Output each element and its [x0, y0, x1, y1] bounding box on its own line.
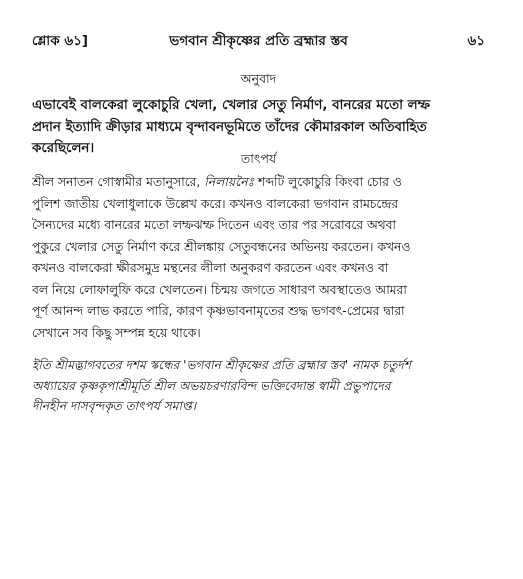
translation-text [32, 95, 492, 160]
purport-line: পুলিশ জাতীয় খেলাধুলাকে উল্লেখ করে। কখনও বালকেরা ভগবান রামচন্দ্রের [32, 196, 399, 211]
purport-line: কখনও বালকেরা ক্ষীরসমুদ্র মন্থনের লীলা অনুকরণ করতেন এবং কখনও বা [32, 261, 389, 275]
translation-line: প্রদান ইত্যাদি ক্রীড়ার মাধ্যমে বৃন্দাবনভূমিতে তাঁদের কৌমারকাল অতিবাহিত [32, 119, 427, 135]
purport-line: সৈন্যদের মধ্যে বানরের মতো লম্ফঝম্ফ দিতেন এবং তার পর সরোবরে অথবা [32, 218, 396, 232]
running-header [32, 30, 485, 50]
translation-line: এভাবেই বালকেরা লুকোচুরি খেলা, খেলার সেতু নির্মাণ, বানরের মতো লম্ফ [32, 98, 430, 113]
translation-line: করেছিলেন। [32, 141, 95, 156]
sanskrit-term: নিলায়নৈঃ [204, 175, 255, 189]
header-verse-label: শ্লোক ৬১] [32, 33, 89, 49]
purport-line-end: শব্দটি লুকোচুরি কিংবা চোর ও [254, 175, 402, 189]
purport-line: সেখানে সব কিছু সম্পন্ন হয়ে থাকে। [32, 325, 201, 340]
purport-line: পূর্ণ আনন্দ লাভ করতে পারি, কারণ কৃষ্ণভাবনামৃতের শুদ্ধ ভগবৎ-প্রেমের দ্বারা [32, 304, 405, 318]
purport-line [32, 172, 492, 194]
chapter-closing-note [32, 355, 492, 417]
header-chapter-title: ভগবান শ্রীকৃষ্ণের প্রতি ব্রহ্মার স্তব [169, 33, 348, 49]
translation-heading: অনুবাদ [240, 71, 277, 86]
header-page-number: ৬১ [467, 33, 485, 49]
purport-heading: তাৎপর্য [240, 151, 277, 166]
closing-line: ইতি শ্রীমদ্ভাগবতের দশম স্কন্ধের 'ভগবান শ্রীকৃষ্ণের প্রতি ব্রহ্মার স্তব' নামক চতুর্দশ [32, 358, 411, 372]
closing-line: দীনহীন দাসবৃন্দকৃত তাৎপর্য সমাপ্ত। [32, 399, 197, 413]
purport-line: বল নিয়ে লোফালুফি করে খেলতেন। চিন্ময় জগতে সাধারণ অবস্থাতেও আমরা [32, 282, 407, 297]
closing-line: অধ্যায়ের কৃষ্ণকৃপাশ্রীমূর্তি শ্রীল অভয়চরণারবিন্দ ভক্তিবেদান্ত স্বামী প্রভুপাদের [32, 378, 391, 393]
purport-line: পুকুরে খেলার সেতু নির্মাণ করে শ্রীলঙ্কায় সেতুবন্ধনের অভিনয় করতেন। কখনও [32, 239, 411, 254]
purport-text [32, 172, 492, 344]
purport-line-start: শ্রীল সনাতন গোস্বামীর মতানুসারে, [32, 175, 205, 189]
